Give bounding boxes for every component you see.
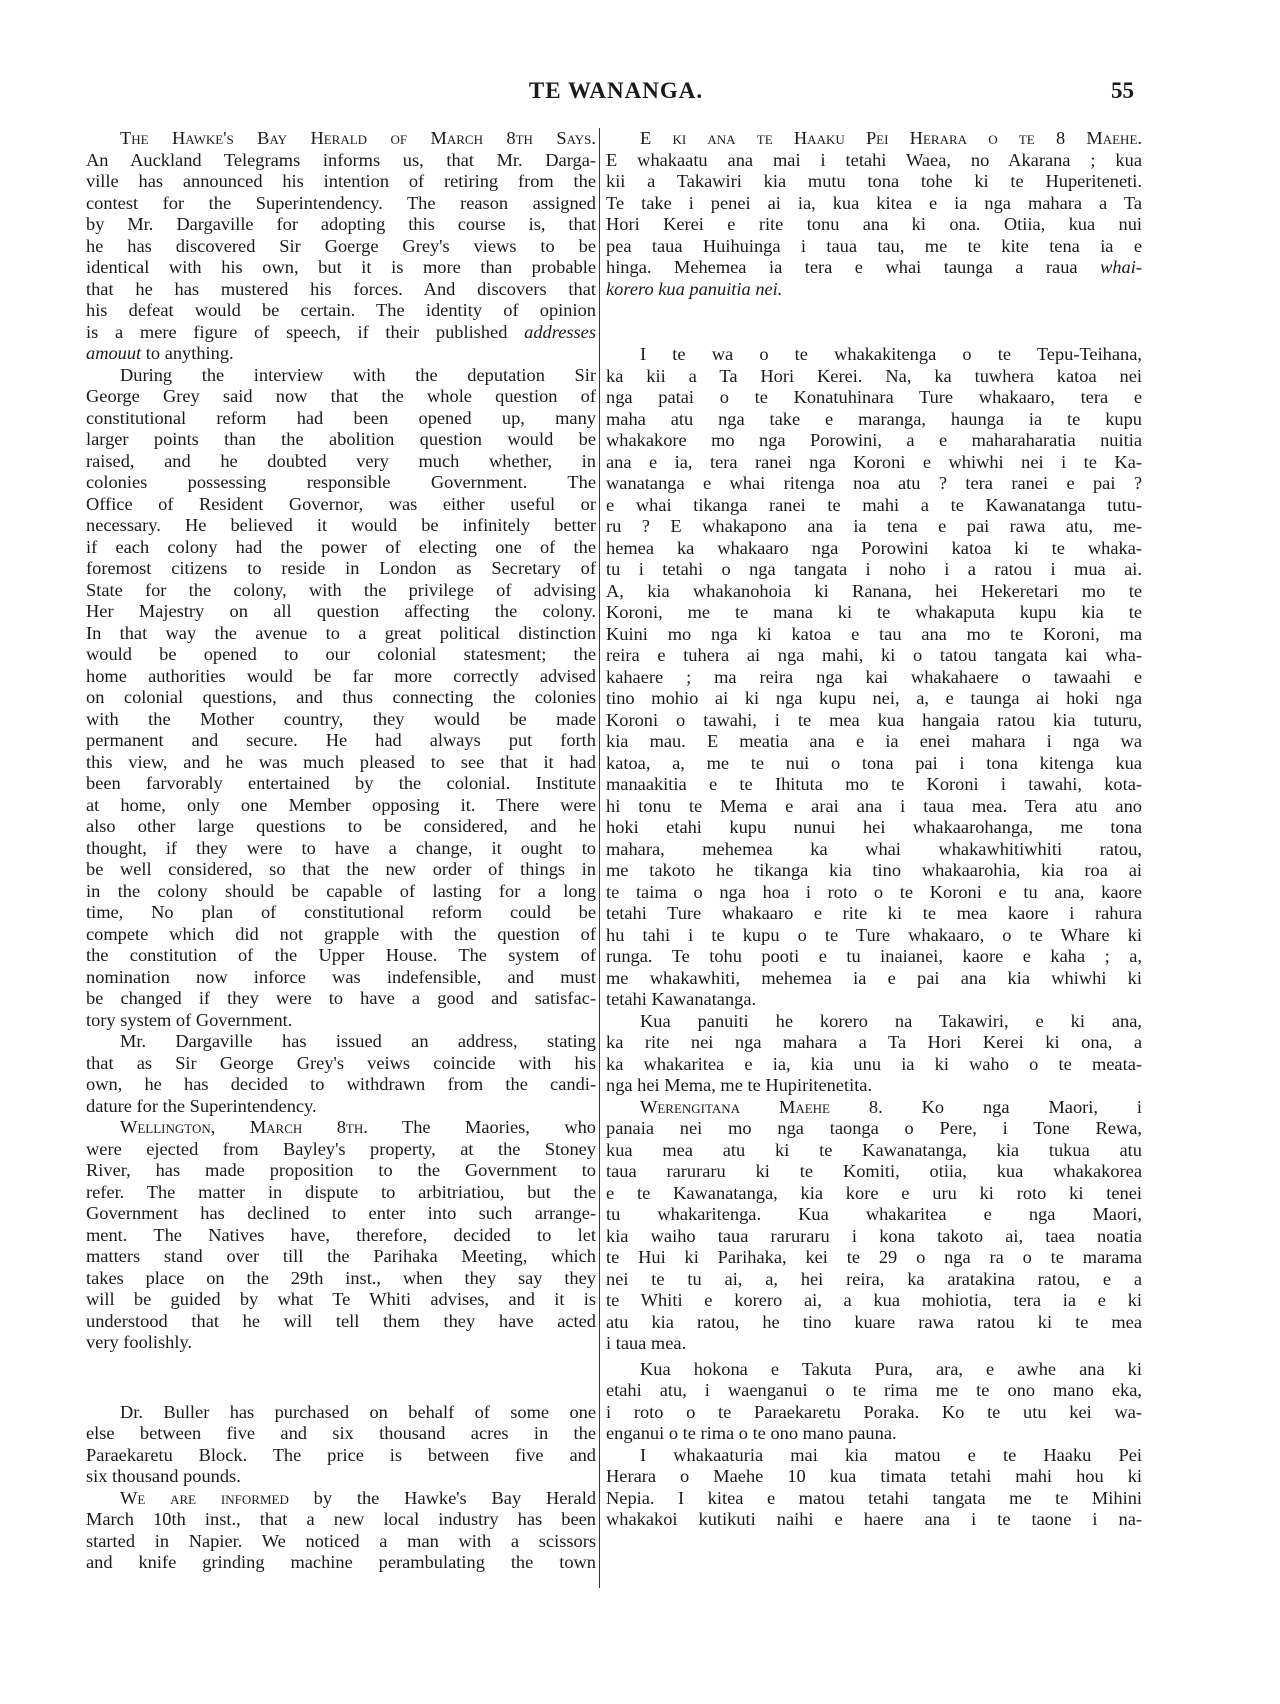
text-line: tu i tetahi o nga tangata i noho i a ratou i mua ai. — [606, 559, 1142, 579]
text-line: identical with his own, but it is more than probable — [86, 257, 596, 277]
article-werengitana — [606, 1097, 1142, 1355]
text-line: matters stand over till the Parihaka Meeting, which — [86, 1246, 596, 1266]
text-line: whakakore mo nga Porowini, a e maharaharatia nuitia — [606, 430, 1142, 450]
text-line: in the colony should be capable of lasting for a long — [86, 880, 596, 901]
text-line: whakakoi kutikuti naihi e haere ana i te taone i na- — [606, 1509, 1142, 1529]
text-line: State for the colony, with the privilege of advising — [86, 579, 596, 600]
text-line: manaakitia e te Ihituta mo te Koroni i tawahi, kota- — [606, 774, 1142, 794]
text-line: e whai tikanga ranei te mahi a te Kawanatanga tutu- — [606, 494, 1142, 515]
text-line: maha atu nga take e maranga, haunga ia te kupu — [606, 408, 1142, 429]
text-line: his defeat would be certain. The identity of opinion — [86, 300, 596, 320]
text-line: time, No plan of constitutional reform could be — [86, 902, 596, 922]
article-takuta-pura — [606, 1359, 1142, 1445]
text-line: Nepia. I kitea e matou tetahi tangata me te Mihini — [606, 1487, 1142, 1508]
text-line: permanent and secure. He had always put forth — [86, 730, 596, 750]
text-line: te taima o nga hoa i roto o te Koroni e tu ana, kaore — [606, 881, 1142, 902]
text-line: tetahi Kawanatanga. — [606, 989, 757, 1009]
text-line: Paraekaretu Block. The price is between five and — [86, 1444, 596, 1465]
text-line: enganui o te rima o te ono mano pauna. — [606, 1423, 897, 1443]
text-line: Werengitana Maehe 8. Ko nga Maori, i — [640, 1096, 1142, 1117]
article-takawiri-retirement — [606, 128, 1142, 300]
text-line: Wellington, March 8th. The Maories, who — [120, 1117, 596, 1137]
article-nepia-mahi — [606, 1445, 1142, 1531]
text-line: ville has announced his intention of retiring from the — [86, 171, 596, 191]
text-line: Herara o Maehe 10 kua timata tetahi mahi hou ki — [606, 1466, 1142, 1486]
text-line: refer. The matter in dispute to arbitriatiou, but the — [86, 1181, 596, 1202]
text-line: pea taua Huihuinga i taua tau, me te kite tena ia e — [606, 235, 1142, 256]
text-line: kia waiho taua raruraru i kona takoto ai, taea noatia — [606, 1225, 1142, 1246]
text-line: Government has declined to enter into such arrange- — [86, 1203, 596, 1223]
text-line: katoa, a, me te nui o tona pai i tona kitenga kua — [606, 752, 1142, 773]
text-line: ka rite nei nga mahara a Ta Hori Kerei ki ona, a — [606, 1032, 1142, 1052]
text-line: George Grey said now that the whole question of — [86, 386, 596, 406]
text-line: Koroni, me te mana ki te whakaputa kupu kia te — [606, 602, 1142, 622]
text-line: tory system of Government. — [86, 1009, 293, 1030]
text-line: colonies possessing responsible Government. The — [86, 472, 596, 492]
article-heading: Wellington, March 8th. — [120, 1117, 368, 1137]
text-line: contest for the Superintendency. The reason assigned — [86, 192, 596, 213]
text-line: hemea ka whakaaro nga Porowini katoa ki te whaka- — [606, 537, 1142, 558]
text-line: on colonial questions, and thus connecting the colonies — [86, 687, 596, 707]
text-line: te Whiti e korero ai, a kua mohiotia, tera ia e ki — [606, 1290, 1142, 1310]
text-line: Kua hokona e Takuta Pura, ara, e awhe ana ki — [640, 1358, 1142, 1379]
text-line: by Mr. Dargaville for adopting this course is, that — [86, 214, 596, 234]
text-line: very foolishly. — [86, 1332, 193, 1352]
text-line: if each colony had the power of electing one of the — [86, 536, 596, 557]
text-line: Mr. Dargaville has issued an address, stating — [120, 1031, 596, 1051]
text-line: at home, only one Member opposing it. There were — [86, 794, 596, 815]
text-line: hoki etahi kupu nunui hei whakaarohanga, me tona — [606, 817, 1142, 837]
text-line: Kuini mo nga ki katoa e tau ana mo te Koroni, ma — [606, 623, 1142, 644]
text-line: would be opened to our colonial statesment; the — [86, 644, 596, 664]
text-line: A, kia whakanohoia ki Ranana, hei Hekeretari mo te — [606, 580, 1142, 601]
text-line: foremost citizens to reside in London as Secretary of — [86, 558, 596, 578]
text-line: compete which did not grapple with the question of — [86, 923, 596, 944]
article-dargaville-retirement — [86, 128, 596, 365]
text-line: tino mohio ai ki nga kupu nei, a, e taunga ai hoki nga — [606, 688, 1142, 708]
text-line: panaia nei mo nga taonga o Pere, i Tone Rewa, — [606, 1118, 1142, 1138]
text-line: thought, if they were to have a change, it ought to — [86, 837, 596, 858]
text-line: be changed if they were to have a good and satisfac- — [86, 988, 596, 1008]
text-line: atu kia ratou, he tino kuare rawa ratou ki te mea — [606, 1311, 1142, 1332]
text-line: home authorities would be far more correctly advised — [86, 665, 596, 686]
article-napier-industry — [86, 1488, 596, 1574]
article-grey-interview — [86, 365, 596, 1032]
text-line: March 10th inst., that a new local industry has been — [86, 1509, 596, 1529]
text-line: be well considered, so that the new order of things in — [86, 859, 596, 879]
text-line: kii a Takawiri kia mutu tona tohe ki te Huperiteneti. — [606, 171, 1142, 191]
text-line: ka kii a Ta Hori Kerei. Na, ka tuwhera katoa nei — [606, 365, 1142, 386]
text-line: An Auckland Telegrams informs us, that Mr. Darga- — [86, 149, 596, 170]
text-line: raised, and he doubted very much whether, in — [86, 450, 596, 471]
text-line: and knife grinding machine perambulating the town — [86, 1552, 596, 1572]
text-line: larger points than the abolition question would be — [86, 429, 596, 449]
column-divider — [599, 128, 600, 1588]
article-takawiri-panui — [606, 1011, 1142, 1097]
article-wellington-maories — [86, 1117, 596, 1354]
text-line: nei te tu ai, a, hei reira, ka aratakina ratou, e a — [606, 1268, 1142, 1289]
text-line: dature for the Superintendency. — [86, 1095, 317, 1116]
text-line: six thousand pounds. — [86, 1466, 241, 1486]
article-tepu-teihana — [606, 344, 1142, 1011]
text-line: the constitution of the Upper House. The system of — [86, 945, 596, 965]
article-heading: We are informed — [120, 1487, 289, 1508]
text-line: that as Sir George Grey's veiws coincide with his — [86, 1052, 596, 1073]
text-line: We are informed by the Hawke's Bay Herald — [120, 1487, 596, 1508]
text-line: Dr. Buller has purchased on behalf of some one — [120, 1401, 596, 1422]
article-dargaville-address — [86, 1031, 596, 1117]
text-line: etahi atu, i waenganui o te rima me te ono mano eka, — [606, 1380, 1142, 1400]
text-line: i taua mea. — [606, 1333, 687, 1353]
text-line: nomination now inforce was indefensible, and must — [86, 966, 596, 987]
text-line: started in Napier. We noticed a man with a scissors — [86, 1530, 596, 1551]
text-line: I whakaaturia mai kia matou e te Haaku Pei — [640, 1444, 1142, 1465]
text-line: In that way the avenue to a great political distinction — [86, 622, 596, 643]
page-number: 55 — [1111, 78, 1134, 103]
text-line: taua raruraru ki te Komiti, otiia, kua whakakorea — [606, 1161, 1142, 1181]
text-line: been farvorably entertained by the colonial. Institute — [86, 773, 596, 793]
article-heading: Werengitana Maehe 8. — [640, 1096, 883, 1117]
text-line: ru ? E whakapono ana ia tena e pai rawa atu, me- — [606, 516, 1142, 536]
text-line: necessary. He believed it would be infinitely better — [86, 515, 596, 535]
text-line: ka whakaritea e ia, kia unu ia ki waho o te meata- — [606, 1053, 1142, 1074]
text-line: constitutional reform had been opened up, many — [86, 407, 596, 428]
text-line: reira e tuhera ai nga mahi, ki o tatou tangata kai wha- — [606, 645, 1142, 665]
text-line: also other large questions to be considered, and he — [86, 816, 596, 836]
text-line: nga patai o te Konatuhinara Ture whakaaro, tera e — [606, 387, 1142, 407]
text-line: kahaere ; ma reira nga kai whakahaere o tawaahi e — [606, 666, 1142, 687]
text-line: understood that he will tell them they have acted — [86, 1310, 596, 1331]
text-line: runga. Te tohu pooti e tu inaianei, kaore e kaha ; a, — [606, 946, 1142, 966]
text-line: this view, and he was much pleased to see that it had — [86, 751, 596, 772]
text-line: mahara, mehemea ka whai whakawhitiwhiti ratou, — [606, 838, 1142, 859]
article-heading: The Hawke's Bay Herald of March 8th Says. — [120, 128, 596, 148]
text-line: e te Kawanatanga, kia kore e uru ki roto ki tenei — [606, 1182, 1142, 1203]
text-line: Koroni o tawahi, i te mea kua hangaia ratou kia tuturu, — [606, 709, 1142, 730]
text-line: I te wa o te whakakitenga o te Tepu-Teihana, — [640, 344, 1142, 364]
article-heading: E ki ana te Haaku Pei Herara o te 8 Maehe. — [640, 128, 1142, 148]
text-line: were ejected from Bayley's property, at the Stoney — [86, 1138, 596, 1159]
text-line: ment. The Natives have, therefore, decided to let — [86, 1224, 596, 1245]
text-line: own, he has decided to withdrawn from the candi- — [86, 1074, 596, 1094]
text-line: ana e ia, tera ranei nga Koroni e whiwhi nei i te Ka- — [606, 451, 1142, 472]
text-line: wanatanga e whai ritenga noa atu ? tera ranei e pai ? — [606, 473, 1142, 493]
text-line: i roto o te Paraekaretu Poraka. Ko te utu kei wa- — [606, 1401, 1142, 1422]
text-line: amouut to anything. — [86, 343, 234, 363]
text-line: hu tahi i te kupu o te Ture whakaaro, o te Whare ki — [606, 924, 1142, 945]
text-line: During the interview with the deputation Sir — [120, 364, 596, 385]
text-line: he has discovered Sir Goerge Grey's views to be — [86, 235, 596, 256]
page-header — [86, 78, 1146, 112]
text-line: te Hui ki Parihaka, kei te 29 o nga ra o te marama — [606, 1247, 1142, 1267]
english-column — [86, 128, 596, 1574]
text-line: hi tonu te Mema e arai ana i taua mea. Tera atu ano — [606, 795, 1142, 816]
maori-column — [606, 128, 1142, 1531]
text-line: else between five and six thousand acres in the — [86, 1423, 596, 1443]
text-line: nga hei Mema, me te Hupiritenetita. — [606, 1075, 873, 1095]
article-buller-purchase — [86, 1402, 596, 1488]
newspaper-title: TE WANANGA. — [528, 78, 704, 103]
text-line: kia mau. E meatia ana e ia enei mahara i nga wa — [606, 731, 1142, 751]
text-line: hinga. Mehemea ia tera e whai taunga a raua whai- — [606, 257, 1142, 277]
text-line: kua mea atu ki te Kawanatanga, kia tukua atu — [606, 1139, 1142, 1160]
text-line: Hori Kerei e rite tonu ana ki ona. Otiia, kua nui — [606, 214, 1142, 234]
text-line: Te take i penei ai ia, kua kitea e ia nga mahara a Ta — [606, 192, 1142, 213]
text-line: Office of Resident Governor, was either useful or — [86, 493, 596, 514]
text-line: Kua panuiti he korero na Takawiri, e ki ana, — [640, 1010, 1142, 1031]
text-line: me whakawhiti, mehemea ia e pai ana kia whiwhi ki — [606, 967, 1142, 988]
text-line: that he has mustered his forces. And discovers that — [86, 278, 596, 299]
text-line: E whakaatu ana mai i tetahi Waea, no Akarana ; kua — [606, 149, 1142, 170]
text-line: River, has made proposition to the Government to — [86, 1160, 596, 1180]
text-line: me takoto he tikanga kia tino whakaarohia, kia roa ai — [606, 860, 1142, 880]
text-line: will be guided by what Te Whiti advises, and it is — [86, 1289, 596, 1309]
text-line: Her Majestry on all question affecting the colony. — [86, 601, 596, 621]
text-line: korero kua panuitia nei. — [606, 278, 783, 299]
text-line: takes place on the 29th inst., when they say they — [86, 1267, 596, 1288]
text-line: with the Mother country, they would be made — [86, 708, 596, 729]
text-line: tu whakaritenga. Kua whakaritea e nga Maori, — [606, 1204, 1142, 1224]
text-line: tetahi Ture whakaaro e rite ki te mea kaore i rahura — [606, 903, 1142, 923]
text-line: is a mere figure of speech, if their published addresses — [86, 321, 596, 342]
